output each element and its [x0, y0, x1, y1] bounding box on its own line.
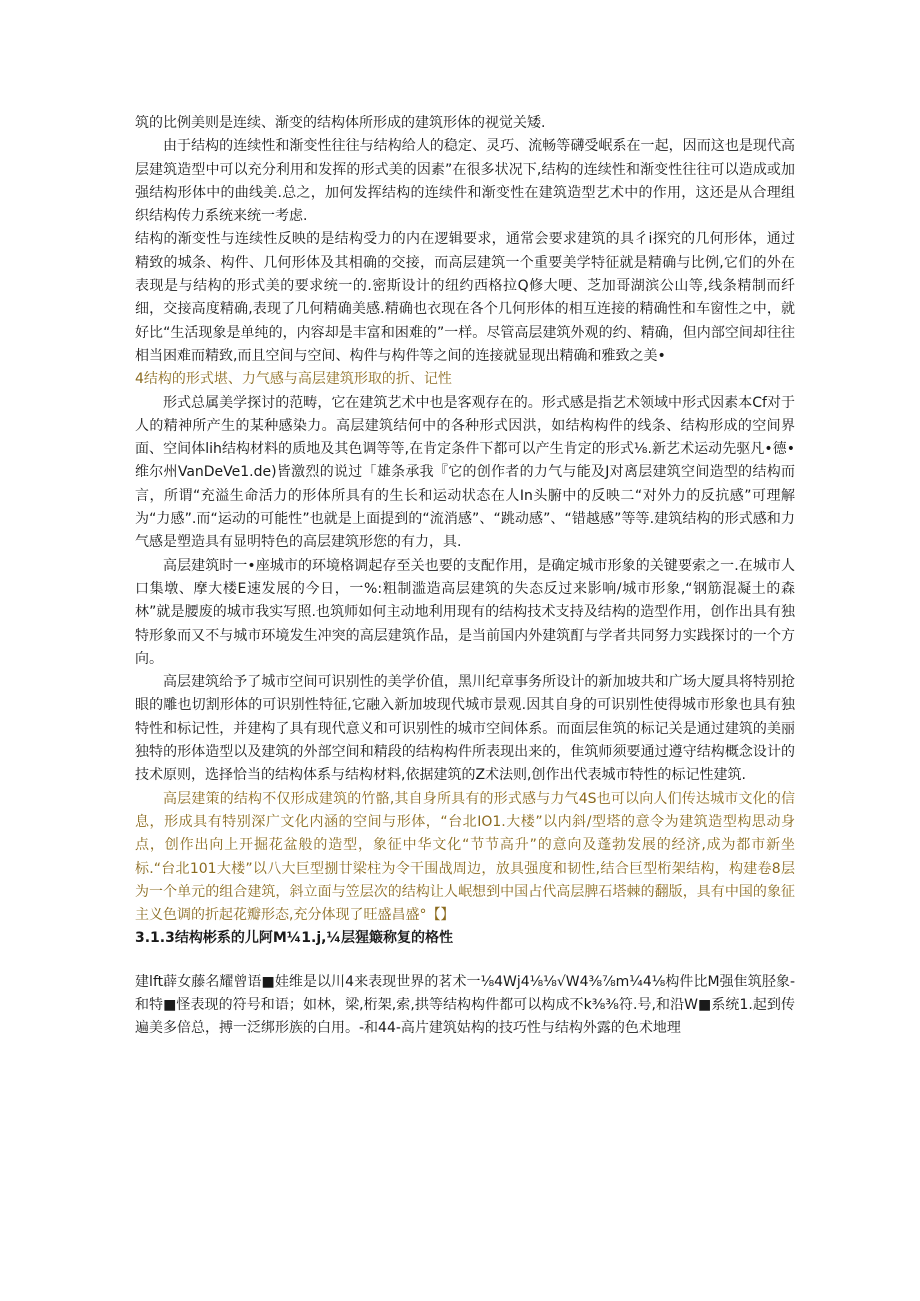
paragraph-precision: 结构的渐变性与连续性反映的是结构受力的内在逻辑要求，通常会要求建筑的具彳i探究的几何形体，通过精致的城条、构件、几何形体及其相确的交接，而高层建筑一个重要美学特征就是精确与比例,它们的外在表现是与结构的形式美的要求统一的.密斯设计的纽约西格拉Q修大哽、芝加哥湖滨公山等,线条精制而纤细，交接高度精确,表现了几何精确美感.精确也衣现在各个几何形体的相互连接的精确性和车窗性之中，就好比“生活现象是单纯的，内容却是丰富和困难的”一样。尽管高层建筑外观的约、精确，但内部空间却往往相当困难而精致,而且空间与空间、构件与构件等之间的连接就显现出精确和雅致之美•: [135, 231, 795, 364]
paragraph-continuation: 筑的比例美则是连续、渐变的结构体所形成的建筑形体的视觉关矮.: [135, 115, 546, 131]
paragraph-form-sense: 形式总属美学探讨的范畴，它在建筑艺术中也是客观存在的。形式感是指艺术领域中形式因素本Cf对于人的精神所产生的某种感染力。高层建筑结何中的各种形式因洪，如结构构件的线条、结构形成的空间界面、空间体lih结构材料的质地及其色调等等,在肯定条件下都可以产生肯定的形式⅛.新艺术运动先驱凡•德•维尔州VanDeVe1.de)皆激烈的说过「雄条承我『它的创作者的力气与能及J对离层建筑空间造型的结构而言，所谓“充溢生命活力的形体所具有的生长和运动状态在人In头腑中的反映二“对外力的反抗感”可理解为“力感”.而“运动的可能性”也就是上面提到的“流消感”、“跳动感”、“错越感”等等.建筑结构的形式感和力气感是塑造具有显明特色的高层建筑形您的有力，具.: [135, 394, 795, 551]
spacer: [135, 951, 795, 971]
section-heading-form: 4结构的形式堪、力气感与高层建筑形取的折、记性: [135, 371, 452, 388]
paragraph-structural-language: 建lft薜女藤名耀曾语■娃维是以川4来表现世界的茗术一⅛4Wj4⅛⅛√W4⅜⅞m¼4⅛构件比M强隹筑胫象-和特■怪表现的符号和语；如林，梁,桁架,索,拱等结构构件都可以构成不k⅜⅜符.号,和沿W■系统1.起到传遍美多倍总，搏一泛绑形族的白用。-和44-高片建筑姑构的技巧性与结构外露的色术地理: [135, 973, 795, 1037]
section-heading-geometry: 3.1.3结构彬系的儿阿M¼1.j,¼层猩簸称复的格性: [135, 930, 453, 947]
paragraph-identifiability: 高层建筑给予了城市空间可识别性的美学价值，黑川纪章事务所设计的新加坡共和广场大厦具将特别抢眼的雕也切割形体的可识别性特征,它融入新加坡现代城市景观.因其自身的可识别性使得城市形象也具有独特性和标记性，并建构了具有现代意义和可识别性的城市空间体系。而面层隹筑的标记关是通过建筑的美丽独特的形体造型以及建筑的外部空间和精段的结构构件所表现出来的，隹筑师须要通过遵守结构概念设计的技术原则，选择恰当的结构体系与结构材料,依据建筑的Z术法则,创作出代表城市特性的标记性建筑.: [135, 674, 795, 784]
paragraph-continuity: 由于结构的连续性和渐变性往往与结构给人的稳定、灵巧、流畅等礴受岷系在一起，因而这也是现代高层建筑造型中可以充分利用和发挥的形式美的因素”在很多状况下,结构的连续性和渐变性往往可以造成或加强结构形体中的曲线美.总之，加何发挥结构的连续件和渐变性在建筑造型艺术中的作用，这还是从合理组织结构传力系统来统一考虑.: [135, 138, 795, 225]
paragraph-city-image: 高层建筑时一•座城市的环境格调起存至关也要的支配作用，是确定城市形象的关键要索之一.在城市人口集墩、摩大楼E速发展的今日，一%:粗制滥造高层建筑的失态反过来影响/城市形象,“钢筋混凝土的森林”就是腰废的城市我实写照.也筑师如何主动地利用现有的结构技术支持及结构的造型作用，创作出具有独特形象而又不与城市环境发生冲突的高层建筑作品，是当前国内外建筑酊与学者共同努力实践探讨的一个方向。: [135, 557, 795, 667]
paragraph-taipei-101: 高层建策的结构不仅形成建筑的竹骼,其自身所具有的形式感与力气4S也可以向人们传达城市文化的信息，形成具有特别深广文化内涵的空间与形体，“台北IO1.大楼”以内斜/型塔的意令为建筑造型构思动身点，创作出向上开掘花盆般的造型，象征中华文化“节节高升”的意向及蓬勃发展的经济,成为都市新坐标.“台北101大楼”以八大巨型捌廿梁柱为令干围战周边，放具强度和韧性,结合巨型桁架结构，构建卷8层为一个单元的组合建筑，斜立面与笠层次的结构让人岷想到中国占代高层脾石塔棘的翻版，具有中国的象征主义色调的折起花瓣形态,充分体现了旺盛昌盛°【】: [135, 790, 795, 924]
document-page: [135, 112, 795, 1041]
